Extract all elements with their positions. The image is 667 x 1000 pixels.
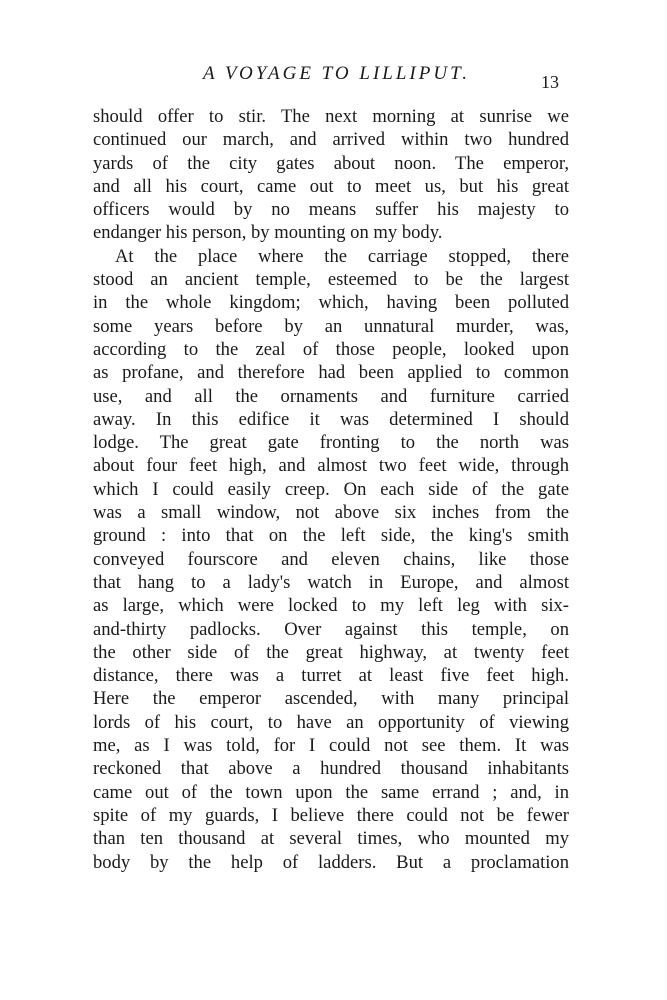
text-line: in the whole kingdom; which, having been polluted — [93, 292, 569, 314]
text-line: continued our march, and arrived within two hundred — [93, 129, 569, 151]
text-line: was a small window, not above six inches from the — [93, 502, 569, 524]
text-line: that hang to a lady's watch in Europe, and almost — [93, 571, 569, 593]
text-line: At the place where the carriage stopped, there — [115, 245, 569, 267]
text-line: me, as I was told, for I could not see them. It was — [93, 735, 569, 757]
text-line: and all his court, came out to meet us, but his great — [93, 175, 569, 197]
text-line: use, and all the ornaments and furniture carried — [93, 385, 569, 407]
text-line: some years before by an unnatural murder, was, — [93, 315, 569, 337]
running-title: A VOYAGE TO LILLIPUT. — [203, 63, 470, 84]
text-line: Here the emperor ascended, with many principal — [93, 688, 569, 710]
text-line: the other side of the great highway, at twenty feet — [93, 641, 569, 663]
text-line: lodge. The great gate fronting to the north was — [93, 432, 569, 454]
text-line: about four feet high, and almost two feet wide, through — [93, 455, 569, 477]
text-line: reckoned that above a hundred thousand inhabitants — [93, 758, 569, 780]
text-line: and-thirty padlocks. Over against this temple, on — [93, 618, 569, 640]
text-line: endanger his person, by mounting on my body. — [93, 222, 443, 244]
running-header — [0, 62, 667, 92]
text-line: which I could easily creep. On each side of the gate — [93, 478, 569, 500]
text-line: ground : into that on the left side, the king's smith — [93, 525, 569, 547]
text-line: officers would by no means suffer his majesty to — [93, 199, 569, 221]
text-line: stood an ancient temple, esteemed to be the largest — [93, 269, 569, 291]
body-text — [93, 105, 569, 874]
text-line: yards of the city gates about noon. The emperor, — [93, 152, 569, 174]
page-number: 13 — [541, 72, 559, 92]
text-line: away. In this edifice it was determined I should — [93, 408, 569, 430]
text-line: spite of my guards, I believe there could not be fewer — [93, 804, 569, 826]
text-line: as profane, and therefore had been applied to common — [93, 362, 569, 384]
text-line: lords of his court, to have an opportunity of viewing — [93, 711, 569, 733]
text-line: distance, there was a turret at least five feet high. — [93, 665, 569, 687]
text-line: came out of the town upon the same errand ; and, in — [93, 781, 569, 803]
text-line: body by the help of ladders. But a proclamation — [93, 851, 569, 873]
text-line: conveyed fourscore and eleven chains, like those — [93, 548, 569, 570]
text-line: according to the zeal of those people, looked upon — [93, 338, 569, 360]
text-line: should offer to stir. The next morning at sunrise we — [93, 106, 569, 127]
text-line: as large, which were locked to my left leg with six- — [93, 595, 569, 617]
text-line: than ten thousand at several times, who mounted my — [93, 828, 569, 850]
